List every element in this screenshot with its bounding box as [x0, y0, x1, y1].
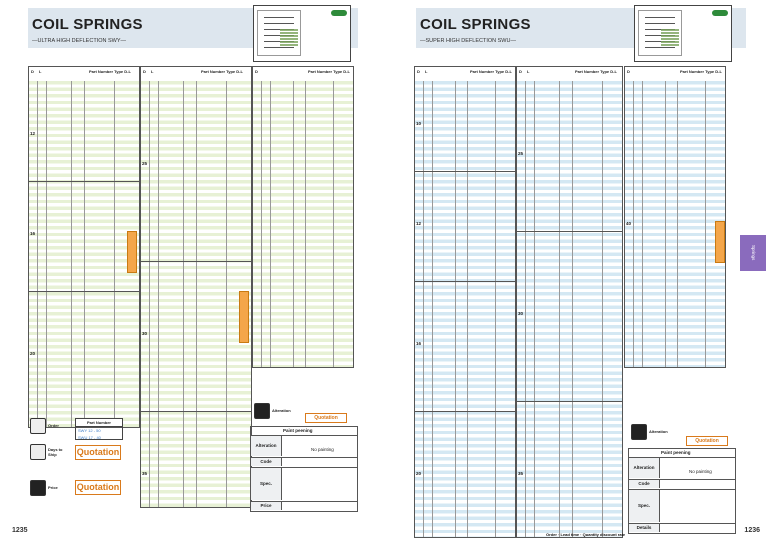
quotation-button-small[interactable]: Quotation — [686, 436, 728, 446]
table-header — [253, 67, 353, 82]
pn-value: SWY 12 - 50 — [78, 428, 101, 433]
col-l: L — [39, 69, 42, 74]
spec-table-2 — [140, 66, 252, 508]
spec-cap: Spec. — [629, 490, 660, 522]
alteration-label: Alteration — [649, 429, 668, 434]
alteration-icon — [254, 403, 270, 419]
page-title: COIL SPRINGS — [420, 16, 531, 33]
ok-badge — [712, 10, 728, 16]
table-rows — [29, 81, 139, 427]
quotation-button[interactable]: Quotation — [75, 480, 121, 495]
table-header — [625, 67, 725, 82]
truck-icon — [30, 444, 46, 460]
col-part-number: Part Number Type D-L — [308, 69, 350, 74]
col-l: L — [425, 69, 428, 74]
col-d: D — [417, 69, 420, 74]
diameter-label: 30 — [142, 331, 148, 336]
diameter-label: 20 — [30, 351, 36, 356]
order-bar: Order · Lead time · Quantity discount rate — [546, 532, 626, 537]
no-painting-label: No painting — [311, 447, 334, 452]
diameter-label: 16 — [416, 341, 422, 346]
paint-peening-label: Paint peening — [661, 450, 691, 455]
spec-table-4 — [414, 66, 516, 538]
col-part-number: Part Number Type D-L — [470, 69, 512, 74]
table-rows — [517, 81, 622, 537]
table-header — [141, 67, 251, 82]
alteration-cap: Alteration — [629, 458, 660, 478]
table-rows — [141, 81, 251, 507]
material-grid-icon — [280, 28, 298, 46]
page-number: 1236 — [744, 527, 760, 534]
col-d: D — [627, 69, 630, 74]
pn-header: Part Number — [76, 419, 122, 427]
quotation-marker — [127, 231, 137, 273]
diameter-label: 12 — [30, 131, 36, 136]
material-grid-icon — [661, 28, 679, 46]
spec-table-1 — [28, 66, 140, 428]
col-l: L — [527, 69, 530, 74]
diameter-label: 25 — [518, 151, 524, 156]
legend-order-label: Order — [48, 423, 59, 428]
ok-badge — [331, 10, 347, 16]
details-cap: Details — [629, 524, 660, 532]
part-number-box — [75, 418, 123, 440]
col-d: D — [519, 69, 522, 74]
quotation-button-small[interactable]: Quotation — [305, 413, 347, 423]
diameter-label: 12 — [416, 221, 422, 226]
diameter-label: 40 — [626, 221, 632, 226]
table-rows — [415, 81, 515, 537]
diameter-label: 10 — [416, 121, 422, 126]
code-cap: Code — [629, 480, 660, 488]
legend-price-label: Price — [48, 485, 58, 490]
alteration-cap: Alteration — [251, 436, 282, 456]
diameter-label: 35 — [142, 471, 148, 476]
quotation-marker — [715, 221, 725, 263]
pn-value: SWU 17 - 40 — [78, 435, 101, 440]
alteration-table — [250, 426, 358, 512]
order-icon — [30, 418, 46, 434]
alteration-icon — [631, 424, 647, 440]
table-rows — [625, 81, 725, 367]
table-header — [517, 67, 622, 82]
legend-days-label: Days to Ship — [48, 447, 63, 457]
price-icon — [30, 480, 46, 496]
quotation-button[interactable]: Quotation — [75, 445, 121, 460]
page-subtitle: —ULTRA HIGH DEFLECTION SWY— — [32, 38, 127, 44]
diameter-label: 20 — [416, 471, 422, 476]
spec-table-5 — [516, 66, 626, 538]
spring-spec-diagram — [634, 5, 732, 62]
col-part-number: Part Number Type D-L — [89, 69, 131, 74]
right-page — [386, 0, 768, 542]
page-title: COIL SPRINGS — [32, 16, 143, 33]
diameter-label: 16 — [30, 231, 36, 236]
price-cap: Price — [251, 502, 282, 510]
table-header — [29, 67, 139, 82]
spring-spec-diagram — [253, 5, 351, 62]
col-d: D — [255, 69, 258, 74]
quotation-marker — [239, 291, 249, 343]
spec-table-6 — [624, 66, 726, 368]
table-rows — [253, 81, 353, 367]
page-subtitle: —SUPER HIGH DEFLECTION SWU— — [420, 38, 516, 44]
spec-cap: Spec. — [251, 468, 282, 500]
col-part-number: Part Number Type D-L — [201, 69, 243, 74]
col-d: D — [143, 69, 146, 74]
no-painting-label: No painting — [689, 469, 712, 474]
paint-peening-label: Paint peening — [283, 428, 313, 433]
diameter-label: 30 — [518, 311, 524, 316]
left-page — [0, 0, 380, 542]
col-d: D — [31, 69, 34, 74]
code-cap: Code — [251, 458, 282, 466]
col-part-number: Part Number Type D-L — [680, 69, 722, 74]
col-part-number: Part Number Type D-L — [575, 69, 617, 74]
springs-tab[interactable]: Springs — [740, 235, 766, 271]
spec-table-3 — [252, 66, 354, 368]
diameter-label: 35 — [518, 471, 524, 476]
alteration-table — [628, 448, 736, 534]
page-number: 1235 — [12, 527, 28, 534]
diameter-label: 25 — [142, 161, 148, 166]
alteration-label: Alteration — [272, 408, 291, 413]
col-l: L — [151, 69, 154, 74]
table-header — [415, 67, 515, 82]
